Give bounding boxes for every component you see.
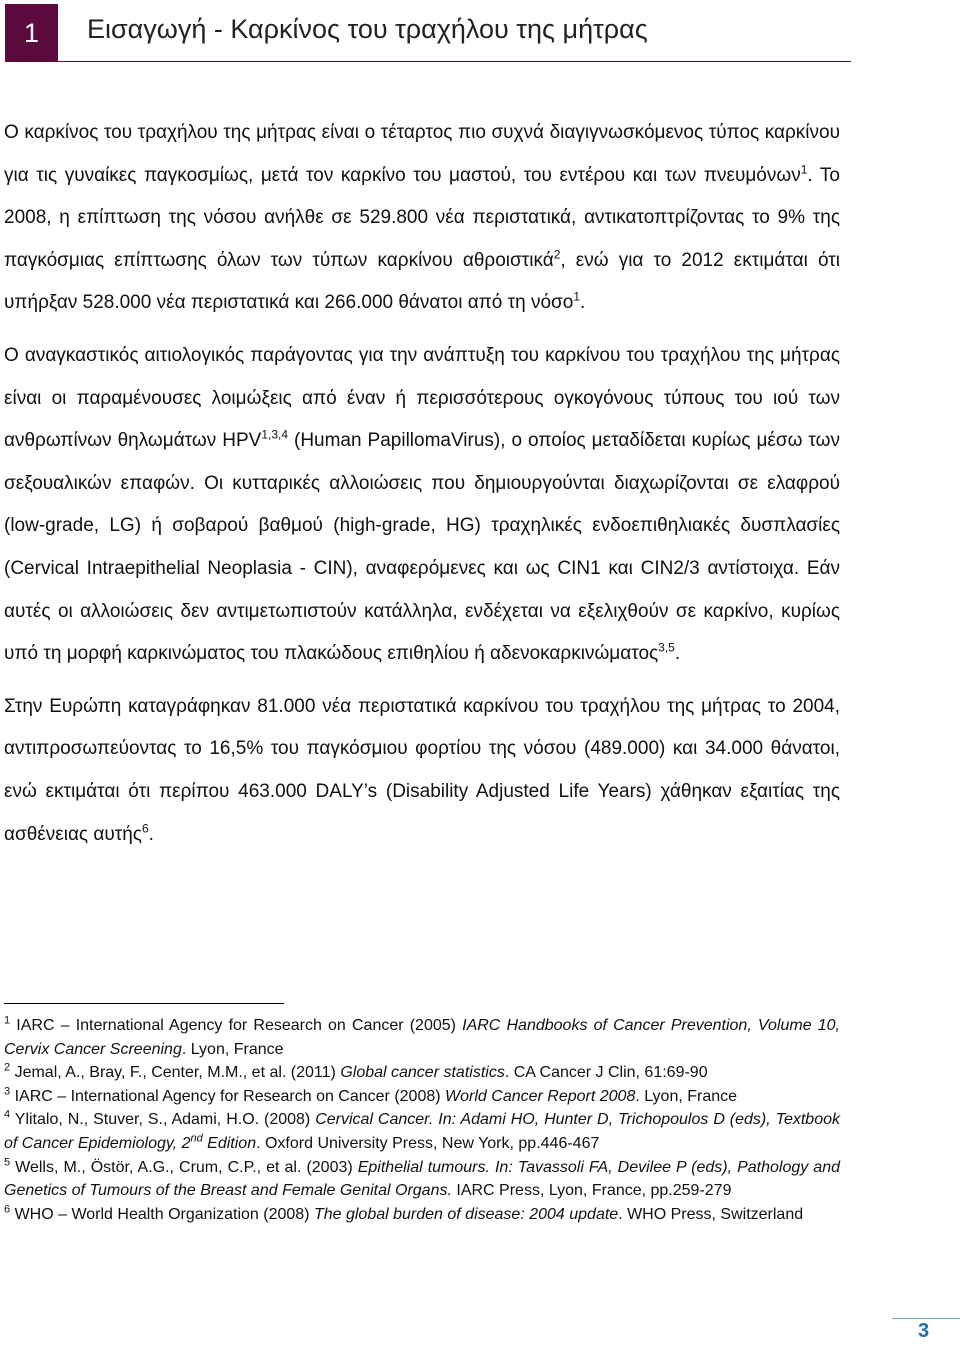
- footnote-title: Cervical Cancer. In: Adami HO, Hunter D, Trichopoulos D (eds), Textbook of Cancer Epidemiology, 2: [4, 1111, 840, 1152]
- page-number-divider: [892, 1318, 960, 1319]
- page-number: 3: [918, 1320, 930, 1342]
- reference-marker: 3,5: [658, 640, 675, 655]
- footnote-text: . WHO Press, Switzerland: [618, 1205, 804, 1223]
- footnote-title: The global burden of disease: 2004 update: [313, 1205, 619, 1223]
- footnote-1: [4, 1014, 840, 1061]
- footnote-text: IARC – International Agency for Research on Cancer (2005): [10, 1017, 463, 1034]
- footnote-5: [4, 1156, 840, 1203]
- paragraph-text: , ενώ για το 2012 εκτιμάται ότι υπήρξαν 528.000 νέα περιστατικά και 266.000 θάνατοι από τη νόσο: [4, 249, 840, 314]
- reference-marker: 1: [573, 290, 581, 305]
- footnote-number: 3: [4, 1085, 11, 1098]
- footnote-title: IARC Handbooks of Cancer Prevention, Volume 10, Cervix Cancer Screening: [4, 1017, 840, 1058]
- footnote-text: IARC Press, Lyon, France, pp.259-279: [451, 1182, 732, 1200]
- footnote-text: . Lyon, France: [635, 1087, 738, 1105]
- footnote-text: Wells, M., Östör, A.G., Crum, C.P., et al. (2003): [10, 1158, 358, 1176]
- body-text: [4, 112, 840, 866]
- footnotes: [4, 1014, 840, 1226]
- footnote-superscript: nd: [190, 1132, 203, 1145]
- paragraph-text: Ο καρκίνος του τραχήλου της μήτρας είναι ο τέταρτος πιο συχνά διαγιγνωσκόμενος τύπος καρκίνου για τις γυναίκες παγκοσμίως, μετά τον καρκίνο του μαστού, του εντέρου και των πνευμόνων: [4, 122, 840, 186]
- footnote-2: [4, 1061, 840, 1085]
- footnote-number: 2: [4, 1061, 11, 1074]
- footnote-text: Jemal, A., Bray, F., Center, M.M., et al. (2011): [10, 1064, 341, 1082]
- paragraph-text: Στην Ευρώπη καταγράφηκαν 81.000 νέα περιστατικά καρκίνου του τραχήλου της μήτρας το 2004, αντιπροσωπεύοντας το 16,5% του παγκόσμιου φορτίου της νόσου (489.000) και 34.000 θάνατοι, ενώ εκτιμάται ότι περίπου 463.000 DALY’s (Disability Adjusted Life Years) χάθηκαν εξαιτίας της ασθένειας αυτής: [4, 695, 840, 845]
- footnote-number: 1: [4, 1014, 11, 1027]
- footnote-title: World Cancer Report 2008: [445, 1087, 636, 1105]
- paragraph-text: . Το 2008, η επίπτωση της νόσου ανήλθε σε 529.800 νέα περιστατικά, αντικατοπτρίζοντας το 9% της παγκόσμιας επίπτωσης όλων των τύπων καρκίνου αθροιστικά: [4, 164, 840, 271]
- footnote-text: . Lyon, France: [181, 1040, 284, 1058]
- footnote-text: Ylitalo, N., Stuver, S., Adami, H.O. (2008): [10, 1111, 316, 1129]
- reference-marker: 2: [553, 247, 561, 262]
- footnote-text: IARC – International Agency for Research on Cancer (2008): [10, 1087, 446, 1105]
- paragraph-text: Ο αναγκαστικός αιτιολογικός παράγοντας για την ανάπτυξη του καρκίνου του τραχήλου της μήτρας είναι οι παραμένουσες λοιμώξεις από έναν ή περισσότερους ογκογόνους τύπους του ιού των ανθρωπίνων θηλωμάτων HPV: [4, 344, 840, 452]
- footnote-text: WHO – World Health Organization (2008): [10, 1205, 314, 1223]
- reference-marker: 1,3,4: [261, 427, 289, 442]
- footnote-text: . CA Cancer J Clin, 61:69-90: [504, 1064, 708, 1082]
- footnote-number: 6: [4, 1203, 11, 1216]
- reference-marker: 6: [141, 821, 149, 836]
- reference-marker: 1: [800, 162, 808, 177]
- footnote-title: Edition: [202, 1134, 257, 1152]
- footnote-3: [4, 1085, 840, 1109]
- footnote-title: Epithelial tumours. In: Tavassoli FA, Devilee P (eds), Pathology and Genetics of Tumours of the Breast and Female Genital Organs.: [4, 1158, 840, 1200]
- footnote-number: 4: [4, 1109, 11, 1122]
- paragraph-2: [4, 335, 840, 676]
- paragraph-3: [4, 686, 840, 856]
- footnote-number: 5: [4, 1156, 11, 1169]
- paragraph-text: .: [148, 823, 154, 845]
- footnote-4: [4, 1108, 840, 1155]
- chapter-title: Εισαγωγή - Καρκίνος του τραχήλου της μήτρας: [87, 14, 648, 44]
- footnote-6: [4, 1203, 840, 1227]
- footnote-title: Global cancer statistics: [340, 1064, 505, 1082]
- paragraph-text: .: [580, 292, 586, 314]
- paragraph-1: [4, 112, 840, 325]
- title-divider: [5, 61, 851, 62]
- footnote-separator: [4, 1003, 284, 1004]
- chapter-number: 1: [5, 4, 58, 62]
- paragraph-text: (Human PapillomaVirus), ο οποίος μεταδίδεται κυρίως μέσω των σεξουαλικών επαφών. Οι κυτταρικές αλλοιώσεις που δημιουργούνται διαχωρίζονται σε ελαφρού (low-grade, LG) ή σοβαρού βαθμού (high-grade, HG) τραχηλικές ενδοεπιθηλιακές δυσπλασίες (Cervical Intraepithelial Neoplasia - CIN), αναφερόμενες και ως CIN1 και CIN2/3 αντίστοιχα. Εάν αυτές οι αλλοιώσεις δεν αντιμετωπιστούν κατάλληλα, ενδέχεται να εξελιχθούν σε καρκίνο, κυρίως υπό τη μορφή καρκινώματος του πλακώδους επιθηλίου ή αδενοκαρκινώματος: [4, 430, 841, 665]
- paragraph-text: .: [674, 643, 681, 665]
- footnote-text: . Oxford University Press, New York, pp.446-467: [256, 1134, 600, 1152]
